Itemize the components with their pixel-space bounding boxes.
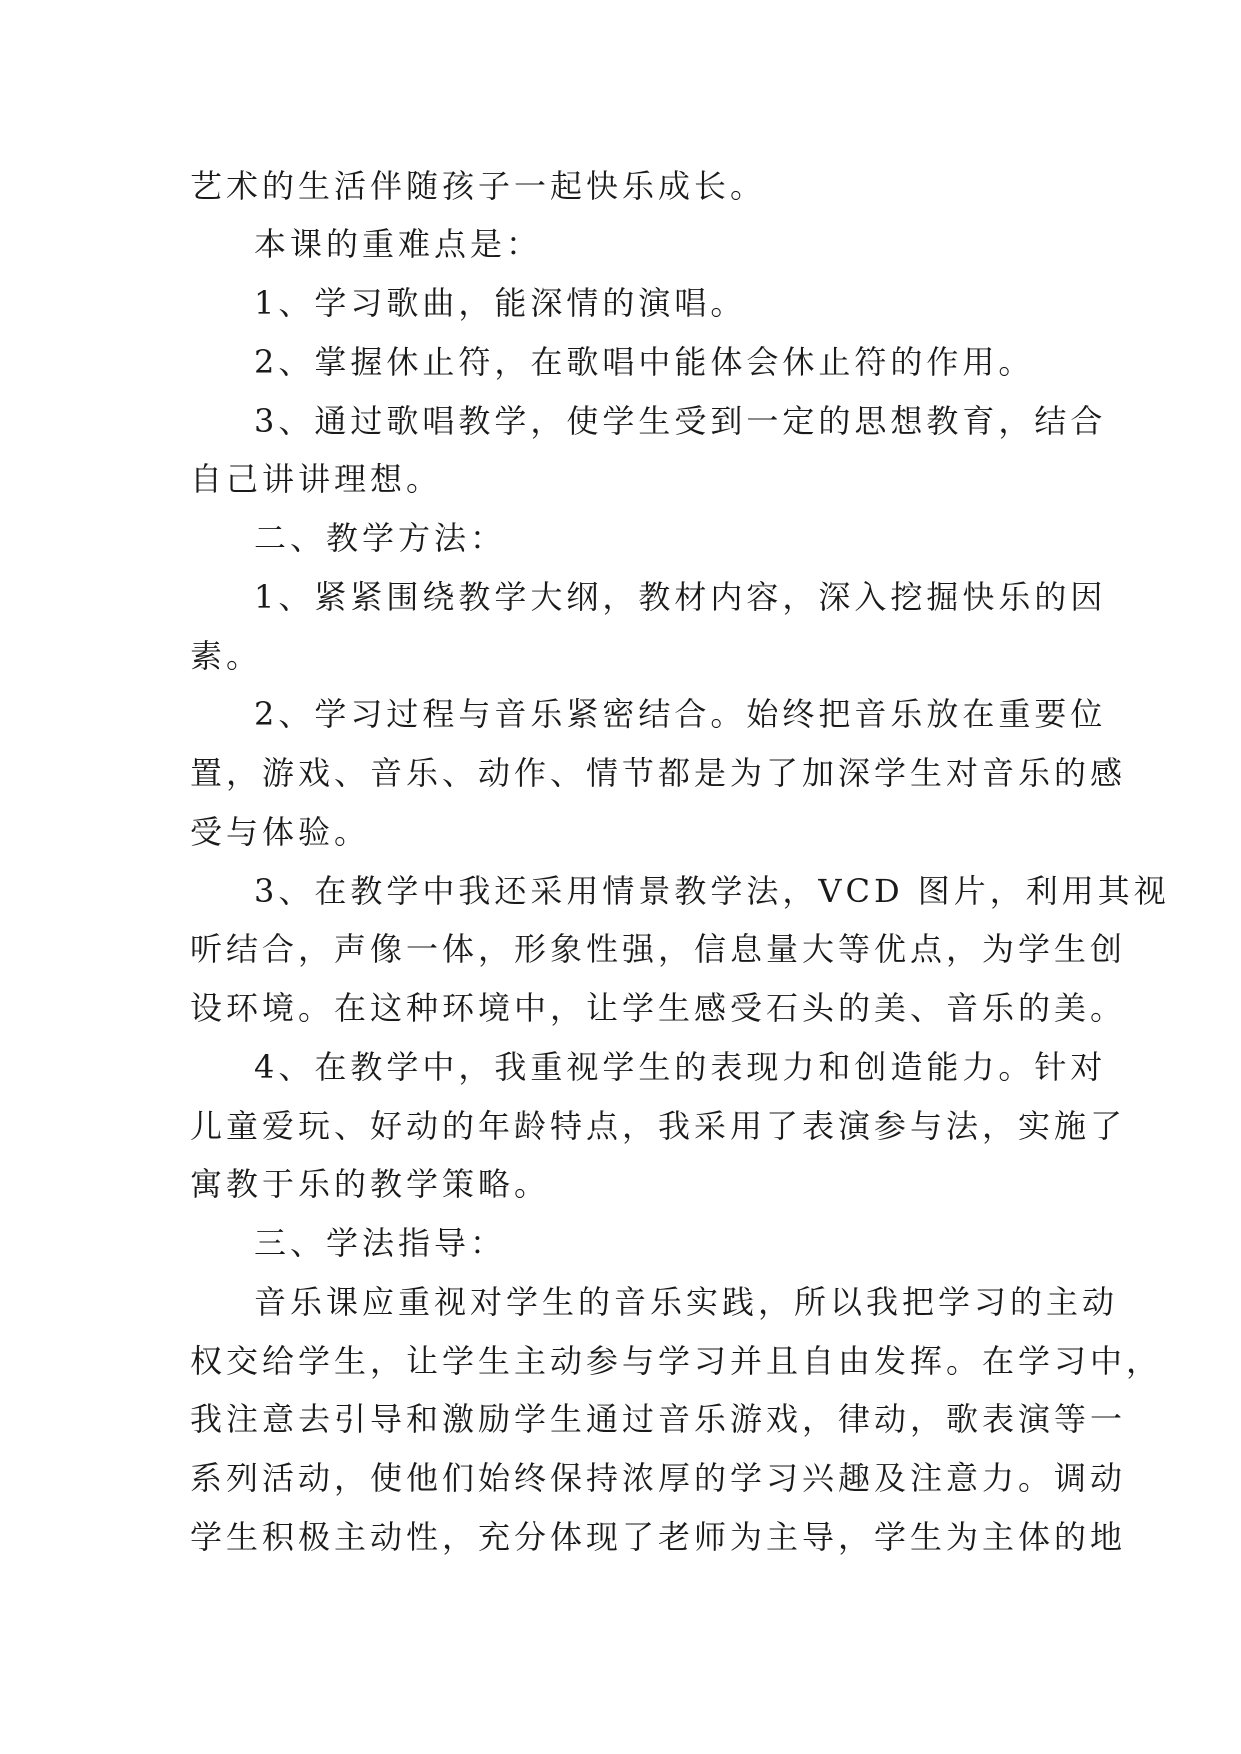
- text-line: 我注意去引导和激励学生通过音乐游戏，律动，歌表演等一: [190, 1400, 1127, 1438]
- section-heading: 三、学法指导：: [254, 1224, 507, 1262]
- text-line: 4、在教学中，我重视学生的表现力和创造能力。针对: [254, 1048, 1107, 1086]
- text-line: 寓教于乐的教学策略。: [190, 1165, 551, 1203]
- text-line: 艺术的生活伴随孩子一起快乐成长。: [190, 167, 767, 205]
- text-line: 置，游戏、音乐、动作、情节都是为了加深学生对音乐的感: [190, 754, 1127, 792]
- text-line: 自己讲讲理想。: [190, 460, 443, 498]
- text-line: 素。: [190, 637, 263, 675]
- text-line: 2、学习过程与音乐紧密结合。始终把音乐放在重要位: [254, 695, 1107, 733]
- text-line: 3、通过歌唱教学，使学生受到一定的思想教育，结合: [254, 402, 1107, 440]
- text-line: 本课的重难点是：: [254, 225, 543, 263]
- text-line: 受与体验。: [190, 813, 371, 851]
- text-line: 1、紧紧围绕教学大纲，教材内容，深入挖掘快乐的因: [254, 578, 1107, 616]
- text-line: 2、掌握休止符，在歌唱中能体会休止符的作用。: [254, 343, 1035, 381]
- text-line: 系列活动，使他们始终保持浓厚的学习兴趣及注意力。调动: [190, 1459, 1127, 1497]
- section-heading: 二、教学方法：: [254, 519, 507, 557]
- text-line: 音乐课应重视对学生的音乐实践，所以我把学习的主动: [254, 1283, 1119, 1321]
- text-line: 学生积极主动性，充分体现了老师为主导，学生为主体的地: [190, 1518, 1127, 1556]
- text-line: 1、学习歌曲，能深情的演唱。: [254, 284, 747, 322]
- text-line: 儿童爱玩、好动的年龄特点，我采用了表演参与法，实施了: [190, 1107, 1127, 1145]
- text-line: 3、在教学中我还采用情景教学法，VCD 图片，利用其视: [254, 872, 1170, 910]
- text-line: 权交给学生，让学生主动参与学习并且自由发挥。在学习中，: [190, 1342, 1163, 1380]
- text-line: 听结合，声像一体，形象性强，信息量大等优点，为学生创: [190, 930, 1127, 968]
- text-line: 设环境。在这种环境中，让学生感受石头的美、音乐的美。: [190, 989, 1127, 1027]
